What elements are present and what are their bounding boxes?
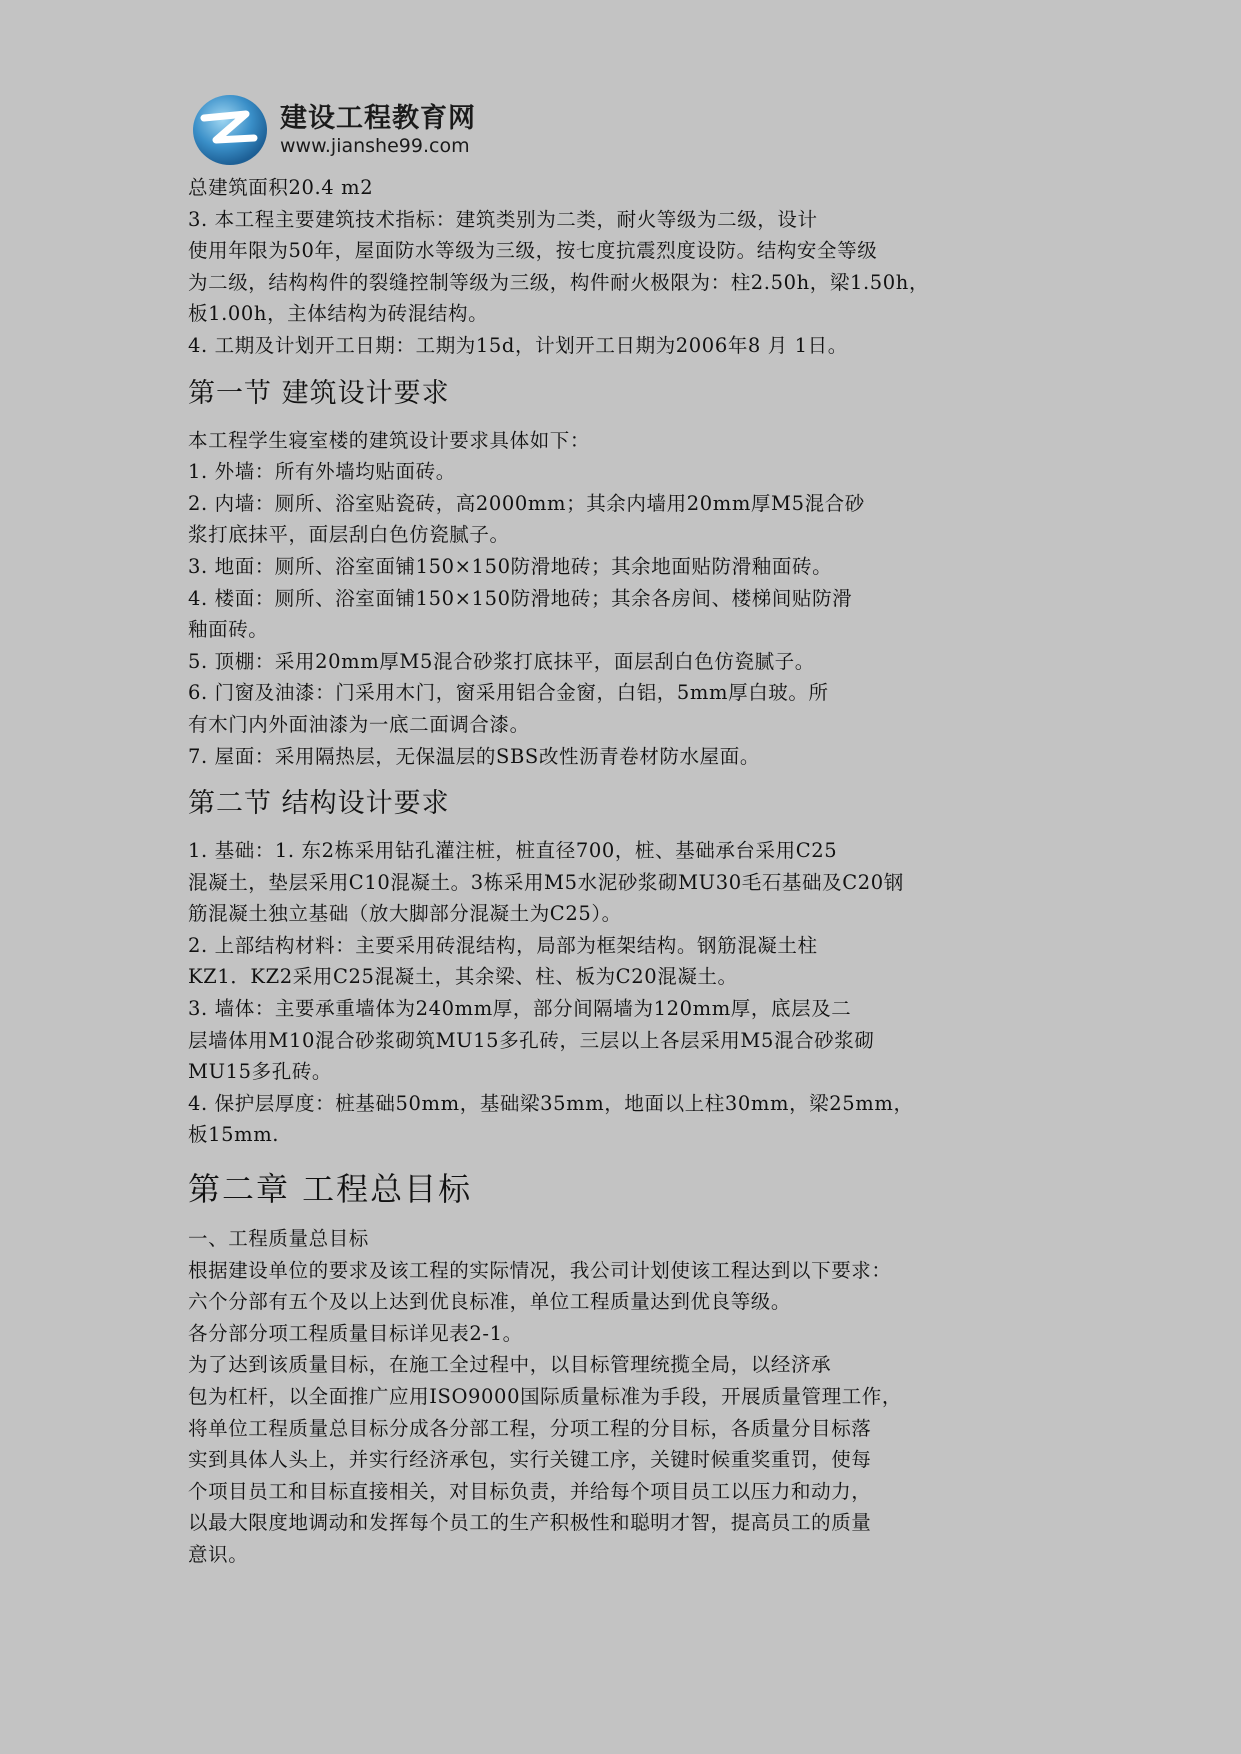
paragraph-line: 4. 保护层厚度：桩基础50mm，基础梁35mm，地面以上柱30mm，梁25mm， (188, 1091, 914, 1115)
paragraph-line: 意识。 (188, 1542, 249, 1566)
paragraph-line: 6. 门窗及油漆：门采用木门，窗采用铝合金窗，白铝，5mm厚白玻。所 (188, 681, 829, 705)
logo-url: www.jianshe99.com (280, 135, 470, 157)
section-heading-architecture: 第一节 建筑设计要求 (188, 377, 450, 409)
paragraph-line: 为了达到该质量目标，在施工全过程中，以目标管理统揽全局，以经济承 (188, 1353, 832, 1377)
paragraph-line: MU15多孔砖。 (188, 1060, 333, 1084)
paragraph-line: KZ1．KZ2采用C25混凝土，其余梁、柱、板为C20混凝土。 (188, 965, 738, 989)
paragraph-line: 本工程学生寝室楼的建筑设计要求具体如下： (188, 428, 591, 452)
paragraph-line: 2. 内墙：厕所、浴室贴瓷砖，高2000mm；其余内墙用20mm厚M5混合砂 (188, 491, 865, 515)
logo-name: 建设工程教育网 (280, 103, 476, 134)
paragraph-line: 5. 顶棚：采用20mm厚M5混合砂浆打底抹平，面层刮白色仿瓷腻子。 (188, 649, 815, 673)
paragraph-line: 筋混凝土独立基础（放大脚部分混凝土为C25）。 (188, 902, 622, 926)
paragraph-line: 板1.00h，主体结构为砖混结构。 (188, 302, 489, 326)
paragraph-line: 各分部分项工程质量目标详见表2-1。 (188, 1321, 523, 1345)
site-logo (190, 92, 510, 168)
paragraph-line: 3. 地面：厕所、浴室面铺150×150防滑地砖；其余地面贴防滑釉面砖。 (188, 554, 833, 578)
document-body (188, 172, 1068, 1571)
paragraph-line: 根据建设单位的要求及该工程的实际情况，我公司计划使该工程达到以下要求： (188, 1258, 892, 1282)
paragraph-line: 釉面砖。 (188, 618, 269, 642)
paragraph-line: 层墙体用M10混合砂浆砌筑MU15多孔砖，三层以上各层采用M5混合砂浆砌 (188, 1028, 875, 1052)
paragraph-line: 以最大限度地调动和发挥每个员工的生产积极性和聪明才智，提高员工的质量 (188, 1511, 872, 1535)
paragraph-line: 1. 外墙：所有外墙均贴面砖。 (188, 460, 456, 484)
section-heading-structure: 第二节 结构设计要求 (188, 788, 450, 820)
paragraph-line: 六个分部有五个及以上达到优良标准，单位工程质量达到优良等级。 (188, 1290, 792, 1314)
paragraph-line: 将单位工程质量总目标分成各分部工程，分项工程的分目标，各质量分目标落 (188, 1416, 872, 1440)
logo-badge-icon (190, 92, 270, 168)
paragraph-line: 混凝土，垫层采用C10混凝土。3栋采用M5水泥砂浆砌MU30毛石基础及C20钢 (188, 870, 904, 894)
paragraph-line: 4. 楼面：厕所、浴室面铺150×150防滑地砖；其余各房间、楼梯间贴防滑 (188, 586, 853, 610)
paragraph-line: 7. 屋面：采用隔热层，无保温层的SBS改性沥青卷材防水屋面。 (188, 744, 760, 768)
paragraph-line: 板15mm. (188, 1123, 280, 1147)
paragraph-line: 1. 基础：1. 东2栋采用钻孔灌注桩，桩直径700，桩、基础承台采用C25 (188, 839, 838, 863)
chapter-heading: 第二章 工程总目标 (188, 1170, 473, 1209)
paragraph-line: 4. 工期及计划开工日期：工期为15d，计划开工日期为2006年8 月 1日。 (188, 333, 848, 357)
paragraph-line: 浆打底抹平，面层刮白色仿瓷腻子。 (188, 523, 510, 547)
paragraph-line: 3. 本工程主要建筑技术指标：建筑类别为二类，耐火等级为二级，设计 (188, 207, 818, 231)
paragraph-line: 实到具体人头上，并实行经济承包，实行关键工序，关键时候重奖重罚，使每 (188, 1448, 872, 1472)
paragraph-line: 3. 墙体：主要承重墙体为240mm厚，部分间隔墙为120mm厚，底层及二 (188, 997, 852, 1021)
paragraph-line: 总建筑面积20.4 m2 (188, 176, 374, 199)
paragraph-line: 个项目员工和目标直接相关，对目标负责，并给每个项目员工以压力和动力， (188, 1479, 872, 1503)
paragraph-line: 使用年限为50年，屋面防水等级为三级，按七度抗震烈度设防。结构安全等级 (188, 239, 878, 263)
paragraph-line: 为二级，结构构件的裂缝控制等级为三级，构件耐火极限为：柱2.50h，梁1.50h， (188, 270, 930, 294)
paragraph-line: 2. 上部结构材料：主要采用砖混结构，局部为框架结构。钢筋混凝土柱 (188, 933, 818, 957)
paragraph-line: 有木门内外面油漆为一底二面调合漆。 (188, 712, 530, 736)
paragraph-line: 包为杠杆，以全面推广应用ISO9000国际质量标准为手段，开展质量管理工作， (188, 1385, 902, 1408)
paragraph-line: 一、工程质量总目标 (188, 1227, 369, 1251)
